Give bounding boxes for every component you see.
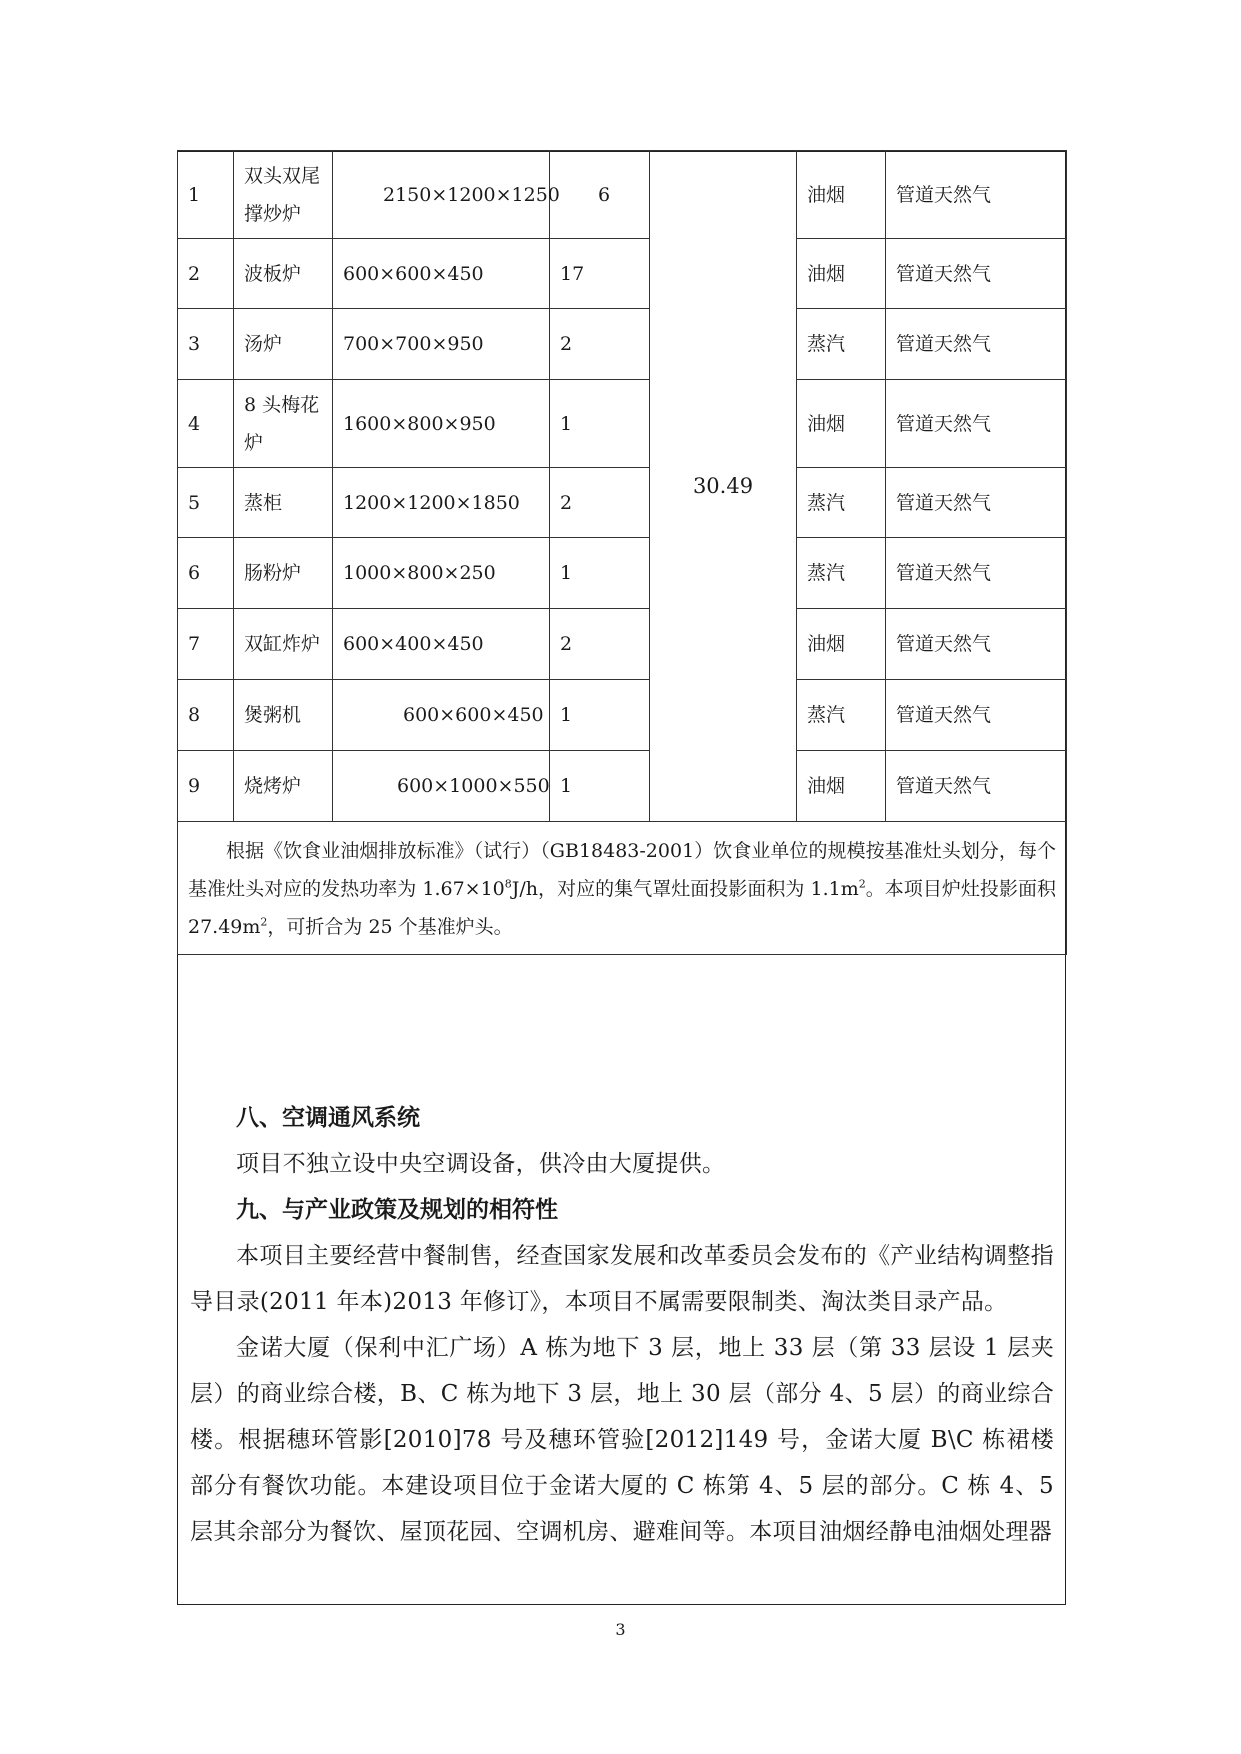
- table-row: [178, 680, 1067, 751]
- row-type: 油烟: [797, 751, 886, 822]
- row-fuel: 管道天然气: [886, 380, 1067, 468]
- row-size: 600×1000×550: [333, 751, 550, 822]
- row-qty: 2: [550, 309, 650, 380]
- row-type: 蒸汽: [797, 468, 886, 538]
- row-name: 双头双尾撑炒炉: [234, 151, 333, 239]
- equipment-table-body: [178, 151, 1067, 955]
- row-qty: 2: [550, 609, 650, 680]
- row-size: 600×600×450: [333, 680, 550, 751]
- row-no: 7: [178, 609, 234, 680]
- row-fuel: 管道天然气: [886, 609, 1067, 680]
- table-note: [178, 822, 1067, 955]
- row-name: 煲粥机: [234, 680, 333, 751]
- table-row: [178, 468, 1067, 538]
- row-qty: 17: [550, 239, 650, 309]
- row-no: 9: [178, 751, 234, 822]
- row-no: 3: [178, 309, 234, 380]
- row-size: 1600×800×950: [333, 380, 550, 468]
- row-qty: 1: [550, 538, 650, 609]
- table-row: [178, 751, 1067, 822]
- row-type: 蒸汽: [797, 680, 886, 751]
- body-text: [190, 1095, 1054, 1555]
- section-paragraph: 本项目主要经营中餐制售，经查国家发展和改革委员会发布的《产业结构调整指导目录(2011 年本)2013 年修订》，本项目不属需要限制类、淘汰类目录产品。: [190, 1243, 1054, 1315]
- row-size: 600×400×450: [333, 609, 550, 680]
- row-type: 油烟: [797, 380, 886, 468]
- section-heading-8: 八、空调通风系统: [236, 1104, 420, 1131]
- row-name: 烧烤炉: [234, 751, 333, 822]
- row-type: 油烟: [797, 151, 886, 239]
- row-no: 4: [178, 380, 234, 468]
- row-type: 蒸汽: [797, 538, 886, 609]
- row-name: 波板炉: [234, 239, 333, 309]
- table-row: [178, 151, 1067, 239]
- row-size: 600×600×450: [333, 239, 550, 309]
- row-name: 8 头梅花炉: [234, 380, 333, 468]
- row-fuel: 管道天然气: [886, 151, 1067, 239]
- table-row: [178, 380, 1067, 468]
- row-qty: 6: [550, 151, 650, 239]
- row-type: 油烟: [797, 239, 886, 309]
- row-type: 油烟: [797, 609, 886, 680]
- row-qty: 2: [550, 468, 650, 538]
- row-no: 6: [178, 538, 234, 609]
- row-name: 肠粉炉: [234, 538, 333, 609]
- row-fuel: 管道天然气: [886, 309, 1067, 380]
- row-no: 2: [178, 239, 234, 309]
- page-number: 3: [615, 1620, 626, 1639]
- row-name: 汤炉: [234, 309, 333, 380]
- row-qty: 1: [550, 680, 650, 751]
- note-text: 根据《饮食业油烟排放标准》（试行）（GB18483-2001）饮食业单位的规模按基准灶头划分，每个基准灶头对应的发热功率为 $1.67\times 10^8J/h$，对应的集气罩灶面投影面积为 $1.1m^2$。本项目炉灶投影面积 $27.49m^2$，可折合为 25 个基准炉头。: [188, 840, 1056, 938]
- row-size: 700×700×950: [333, 309, 550, 380]
- row-type: 蒸汽: [797, 309, 886, 380]
- equipment-table: [177, 150, 1067, 955]
- row-fuel: 管道天然气: [886, 680, 1067, 751]
- row-fuel: 管道天然气: [886, 538, 1067, 609]
- row-name: 双缸炸炉: [234, 609, 333, 680]
- row-qty: 1: [550, 380, 650, 468]
- row-no: 8: [178, 680, 234, 751]
- table-note-row: [178, 822, 1067, 955]
- section-paragraph: 金诺大厦（保利中汇广场）A 栋为地下 3 层，地上 33 层（第 33 层设 1 层夹层）的商业综合楼，B、C 栋为地下 3 层，地上 30 层（部分 4、5 层）的商业综合楼。根据穗环管影[2010]78 号及穗环管验[2012]149 号，金诺大厦 B\C 栋裙楼部分有餐饮功能。本建设项目位于金诺大厦的 C 栋第 4、5 层的部分。C 栋 4、5 层其余部分为餐饮、屋顶花园、空调机房、避难间等。本项目油烟经静电油烟处理器: [190, 1335, 1054, 1545]
- row-size: 1200×1200×1850: [333, 468, 550, 538]
- section-paragraph: 项目不独立设中央空调设备，供冷由大厦提供。: [236, 1151, 726, 1177]
- row-no: 5: [178, 468, 234, 538]
- row-size: 1000×800×250: [333, 538, 550, 609]
- section-heading-9: 九、与产业政策及规划的相符性: [236, 1196, 558, 1223]
- table-row: [178, 239, 1067, 309]
- row-qty: 1: [550, 751, 650, 822]
- row-fuel: 管道天然气: [886, 239, 1067, 309]
- total-area-cell: 30.49: [650, 151, 797, 822]
- table-row: [178, 538, 1067, 609]
- table-row: [178, 309, 1067, 380]
- row-fuel: 管道天然气: [886, 751, 1067, 822]
- row-name: 蒸柜: [234, 468, 333, 538]
- table-row: [178, 609, 1067, 680]
- row-fuel: 管道天然气: [886, 468, 1067, 538]
- row-no: 1: [178, 151, 234, 239]
- row-size: 2150×1200×1250: [333, 151, 550, 239]
